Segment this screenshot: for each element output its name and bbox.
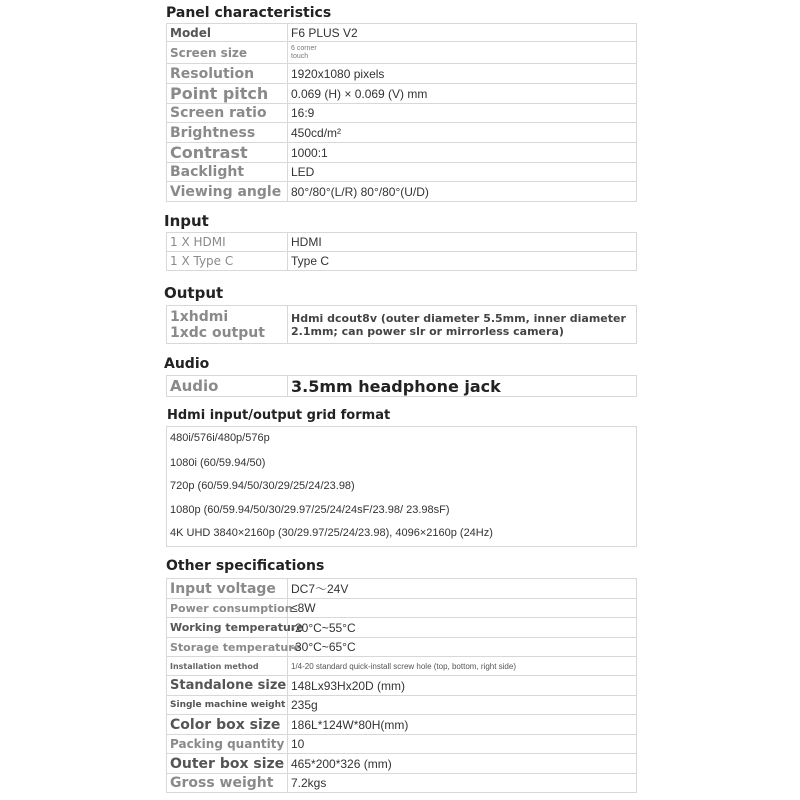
spec-key: Packing quantity xyxy=(167,735,288,754)
table-row xyxy=(167,143,637,163)
spec-key: Screen size xyxy=(167,42,288,64)
table-row xyxy=(167,306,637,344)
input-spec-table xyxy=(166,232,637,271)
spec-key: Color box size xyxy=(167,715,288,735)
spec-key: Viewing angle xyxy=(167,182,288,202)
input-section-title: Input xyxy=(164,212,209,230)
grid-format-box xyxy=(166,426,637,547)
table-row xyxy=(167,252,637,271)
spec-value: 1000:1 xyxy=(288,143,637,163)
table-row xyxy=(167,24,637,42)
table-row xyxy=(167,638,637,657)
grid-format-line: 1080i (60/59.94/50) xyxy=(170,457,266,469)
audio-section-title: Audio xyxy=(164,356,210,372)
spec-key: Brightness xyxy=(167,123,288,143)
spec-key: Point pitch xyxy=(167,84,288,104)
table-row xyxy=(167,376,637,397)
spec-key: Outer box size xyxy=(167,754,288,774)
table-row xyxy=(167,104,637,123)
table-row xyxy=(167,64,637,84)
spec-value: 7.2kgs xyxy=(288,774,637,793)
output-key-dc: 1xdc output xyxy=(170,324,265,341)
spec-value: 465*200*326 (mm) xyxy=(288,754,637,774)
spec-value: 80°/80°(L/R) 80°/80°(U/D) xyxy=(288,182,637,202)
table-row xyxy=(167,618,637,638)
spec-value: 10 xyxy=(288,735,637,754)
spec-key: Backlight xyxy=(167,163,288,182)
spec-key: Resolution xyxy=(167,64,288,84)
spec-key: Power consumption xyxy=(167,599,288,618)
audio-spec-table xyxy=(166,375,637,397)
spec-value: 16:9 xyxy=(288,104,637,123)
table-row xyxy=(167,84,637,104)
spec-value: Type C xyxy=(288,252,637,271)
spec-value: 450cd/m² xyxy=(288,123,637,143)
table-row xyxy=(167,599,637,618)
table-row xyxy=(167,579,637,599)
other-section-title: Other specifications xyxy=(166,558,325,574)
table-row xyxy=(167,715,637,735)
spec-key: Working temperature xyxy=(167,618,288,638)
spec-key xyxy=(167,306,288,344)
grid-format-line: 1080p (60/59.94/50/30/29.97/25/24/24sF/23.98/ 23.98sF) xyxy=(170,504,450,516)
table-row xyxy=(167,233,637,252)
spec-value: HDMI xyxy=(288,233,637,252)
spec-key: Screen ratio xyxy=(167,104,288,123)
spec-value: 1/4-20 standard quick-install screw hole (top, bottom, right side) xyxy=(288,657,637,676)
table-row xyxy=(167,754,637,774)
spec-key: Input voltage xyxy=(167,579,288,599)
other-spec-table xyxy=(166,578,637,793)
spec-key: Model xyxy=(167,24,288,42)
spec-value: F6 PLUS V2 xyxy=(288,24,637,42)
table-row xyxy=(167,123,637,143)
spec-value: 3.5mm headphone jack xyxy=(288,376,637,397)
table-row xyxy=(167,182,637,202)
output-section-title: Output xyxy=(164,284,224,302)
spec-value: LED xyxy=(288,163,637,182)
spec-key: Storage temperature xyxy=(167,638,288,657)
output-spec-table xyxy=(166,305,637,344)
spec-key: 1 X Type C xyxy=(167,252,288,271)
table-row xyxy=(167,42,637,64)
spec-key: 1 X HDMI xyxy=(167,233,288,252)
spec-value: -30°C~65°C xyxy=(288,638,637,657)
spec-value: DC7～24V xyxy=(288,579,637,599)
spec-value: 1920x1080 pixels xyxy=(288,64,637,84)
spec-value: 186L*124W*80H(mm) xyxy=(288,715,637,735)
spec-key: Standalone size xyxy=(167,676,288,696)
spec-value: 148Lx93Hx20D (mm) xyxy=(288,676,637,696)
grid-format-line: 480i/576i/480p/576p xyxy=(170,432,270,444)
spec-value: 235g xyxy=(288,696,637,715)
table-row xyxy=(167,774,637,793)
spec-value: ≤8W xyxy=(288,599,637,618)
spec-key: Single machine weight xyxy=(167,696,288,715)
panel-section-title: Panel characteristics xyxy=(166,5,332,21)
table-row xyxy=(167,163,637,182)
grid-format-line: 720p (60/59.94/50/30/29/25/24/23.98) xyxy=(170,480,355,492)
spec-key: Installation method xyxy=(167,657,288,676)
spec-key: Audio xyxy=(167,376,288,397)
output-key-hdmi: 1xhdmi xyxy=(170,308,229,325)
grid-section-title: Hdmi input/output grid format xyxy=(167,408,391,423)
table-row xyxy=(167,657,637,676)
table-row xyxy=(167,735,637,754)
table-row xyxy=(167,676,637,696)
spec-value: 0.069 (H) × 0.069 (V) mm xyxy=(288,84,637,104)
spec-value: -20°C~55°C xyxy=(288,618,637,638)
panel-spec-table xyxy=(166,23,637,202)
table-row xyxy=(167,696,637,715)
spec-value: Hdmi dcout8v (outer diameter 5.5mm, inner diameter 2.1mm; can power slr or mirrorless camera) xyxy=(288,306,637,344)
grid-format-line: 4K UHD 3840×2160p (30/29.97/25/24/23.98), 4096×2160p (24Hz) xyxy=(170,527,493,539)
spec-key: Contrast xyxy=(167,143,288,163)
spec-value: 6 corner touch xyxy=(288,42,637,64)
spec-key: Gross weight xyxy=(167,774,288,793)
